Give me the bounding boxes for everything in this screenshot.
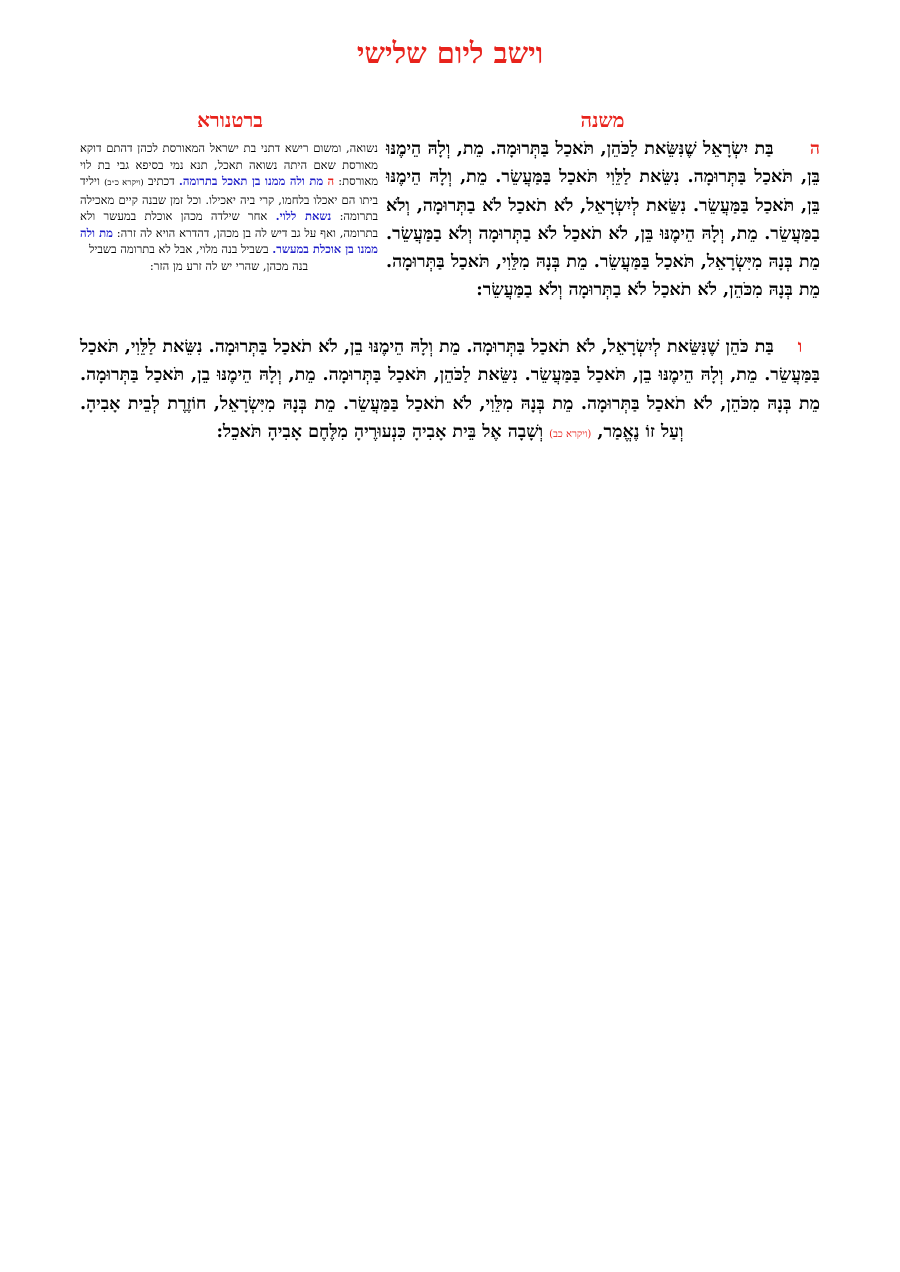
bartenura-dibbur: מת ולה ממנו בן אוכלת במעשר.: [80, 225, 378, 256]
bartenura-paragraph: נשואה, ומשום רישא דתני בת ישראל המאורסת לכהן דהתם דוקא מאורסת שאם היתה נשואה תאכל, תנא נמי בסיפא גבי בת לוי מאורסת:: [80, 141, 379, 188]
mishna-number: ה: [809, 139, 820, 159]
bartenura-paragraph: ויליד ביתו הם יאכלו בלחמו, קרי ביה יאכילו. וכל זמן שבנה קיים מאכילה בתרומה:: [80, 174, 379, 223]
bartenura-dibbur: נשאת ללוי.: [275, 209, 332, 223]
mishna-text: בַּת יִשְׂרָאֵל שֶׁנִּשֵּׂאת לַכֹּהֵן, תֹּאכַל בַּתְּרוּמָה. מֵת, וְלָהּ הֵימֶנּוּ בֵּן, תֹּאכַל בַּתְּרוּמָה. נִשֵּׂאת לַלֵּוִי תֹּאכַל בַּמַּעֲשֵׂר. מֵת, וְלָהּ הֵימֶנּוּ בֵּן, תֹּאכַל בַּמַּעֲשֵׂר. נִשֵּׂאת לְיִשְׂרָאֵל, לֹא תֹאכַל לֹא בַתְּרוּמָה, וְלֹא בַמַּעֲשֵׂר. מֵת, וְלָהּ הֵימֶנּוּ בֵּן, לֹא תֹאכַל לֹא בַתְּרוּמָה וְלֹא בַמַּעֲשֵׂר. מֵת בְּנָהּ מִיִּשְׂרָאֵל, תֹּאכַל בַּמַּעֲשֵׂר. מֵת בְּנָהּ מִלֵּוִי, תֹּאכַל בַּתְּרוּמָה. מֵת בְּנָהּ מִכֹּהֵן, לֹא תֹאכַל לֹא בַתְּרוּמָה וְלֹא בַמַּעֲשֵׂר:: [386, 139, 820, 301]
mishna-text: בַּת כֹּהֵן שֶׁנִּשֵּׂאת לְיִשְׂרָאֵל, לֹא תֹאכַל בַּתְּרוּמָה. מֵת וְלָהּ הֵימֶנּוּ בֵן, לֹא תֹאכַל בַּתְּרוּמָה. נִשֵּׂאת לַלֵּוִי, תֹּאכַל בַּמַּעֲשֵׂר. מֵת, וְלָהּ הֵימֶנּוּ בֵן, תֹּאכַל בַּמַּעֲשֵׂר. נִשֵּׂאת לַכֹּהֵן, תֹּאכַל בַּתְּרוּמָה. מֵת, וְלָהּ הֵימֶנּוּ בֵן, תֹּאכַל בַּתְּרוּמָה. מֵת בְּנָהּ מִכֹּהֵן, לֹא תֹאכַל בַּתְּרוּמָה. מֵת בְּנָהּ מִלֵּוִי, לֹא תֹאכַל בַּמַּעֲשֵׂר. מֵת בְּנָהּ מִיִּשְׂרָאֵל, חוֹזֶרֶת לְבֵית אָבִיהָ. וְעַל זוֹ נֶאֱמַר,: [80, 337, 820, 442]
mishna-number: ו: [797, 337, 803, 357]
bartenura-paragraph: אחר שילדה מכהן אוכלת במעשר ולא בתרומה, ואף על גב דיש לה בן מכהן, דהדרא הויא לה זרה:: [80, 209, 379, 240]
bartenura-paragraph: דכתיב: [147, 174, 175, 188]
bartenura-verse-ref: (ויקרא כ״ב): [104, 178, 144, 188]
page-title: וישב ליום שלישי: [356, 36, 544, 70]
bartenura-paragraph: בשביל בנה מלוי, אבל לא בתרומה בשביל: [88, 242, 269, 256]
bartenura-commentary: [80, 140, 378, 274]
verse-reference: (ויקרא כב): [549, 428, 592, 440]
bartenura-dibbur: מת ולה ממנו בן תאכל בתרומה.: [178, 174, 324, 188]
mishna-6: [80, 333, 820, 449]
verse-quote: וְשָׁבָה אֶל בֵּית אָבִיהָ כִּנְעוּרֶיהָ מִלֶּחֶם אָבִיהָ תֹּאכֵל:: [216, 421, 544, 442]
mishna-5: [386, 135, 820, 305]
bartenura-mishna-number: ה: [327, 174, 335, 188]
bartenura-header: ברטנורא: [197, 108, 263, 132]
bartenura-paragraph: בנה מכהן, שהרי יש לה זרע מן הזר:: [149, 258, 309, 273]
mishna-header: משנה: [580, 108, 625, 132]
